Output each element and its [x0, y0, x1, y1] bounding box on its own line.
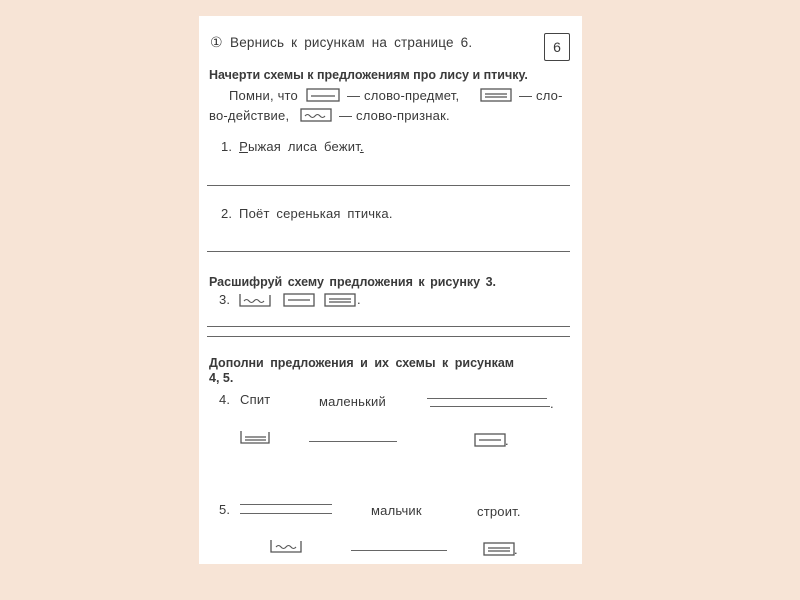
reminder-text-1a: Помни, что: [229, 88, 298, 103]
sentence-2: 2. Поёт серенькая птичка.: [221, 206, 393, 221]
reminder-text-2a: во-действие,: [209, 108, 290, 123]
wavy-underline-box-icon: [269, 538, 303, 554]
reminder-text-1b: — слово-предмет,: [347, 88, 460, 103]
scheme-5-blank[interactable]: [351, 550, 447, 551]
page-number: 6: [544, 33, 570, 61]
sentence-1-end: .: [359, 139, 364, 154]
section2-title: Расшифруй схему предложения к рисунку 3.: [209, 275, 496, 289]
item-4-number: 4.: [219, 392, 231, 407]
item-4-word-1: Спит: [240, 392, 271, 407]
task-marker: ①: [210, 34, 223, 50]
wavy-underline-box-icon: [238, 292, 272, 308]
answer-line-3b[interactable]: [207, 336, 570, 337]
sentence-1: [221, 139, 364, 154]
item-5-number: 5.: [219, 502, 231, 517]
section1-title: Начерти схемы к предложениям про лису и птичку.: [209, 68, 528, 82]
item-5-word-2: строит.: [477, 504, 521, 519]
single-underline-box-icon: [283, 293, 315, 307]
fill-line-5b[interactable]: [240, 513, 332, 514]
double-underline-box-icon: [239, 429, 271, 445]
sentence-1-text: ыжая лиса бежит: [247, 139, 360, 154]
item-3-end: .: [357, 292, 361, 307]
intro-text: Вернись к рисункам на странице 6.: [230, 35, 473, 50]
single-underline-box-icon: [306, 88, 340, 102]
section3-title-1: Дополни предложения и их схемы к рисункам: [209, 356, 515, 370]
item-4-end: .: [550, 396, 554, 411]
workbook-page: [199, 16, 582, 564]
item-5-word-1: мальчик: [371, 503, 422, 518]
double-underline-box-icon: [480, 88, 512, 102]
answer-line-2[interactable]: [207, 251, 570, 252]
sentence-1-first-letter: Р: [239, 139, 248, 154]
fill-line-4a[interactable]: [427, 398, 547, 399]
reminder-text-1c: — сло-: [519, 88, 563, 103]
sentence-1-number: 1.: [221, 139, 233, 154]
scheme-4-end: .: [505, 433, 509, 448]
fill-line-5a[interactable]: [240, 504, 332, 505]
item-4-word-2: маленький: [319, 394, 386, 409]
single-underline-box-icon: [474, 433, 506, 447]
scheme-5-end: .: [514, 542, 518, 557]
scheme-4-blank[interactable]: [309, 441, 397, 442]
item-3-number: 3.: [219, 292, 231, 307]
section3-title-2: 4, 5.: [209, 371, 234, 385]
answer-line-1[interactable]: [207, 185, 570, 186]
fill-line-4b[interactable]: [430, 406, 550, 407]
answer-line-3a[interactable]: [207, 326, 570, 327]
wavy-underline-box-icon: [300, 108, 332, 122]
double-underline-box-icon: [324, 293, 356, 307]
double-underline-box-icon: [483, 542, 515, 556]
reminder-text-2b: — слово-признак.: [339, 108, 450, 123]
